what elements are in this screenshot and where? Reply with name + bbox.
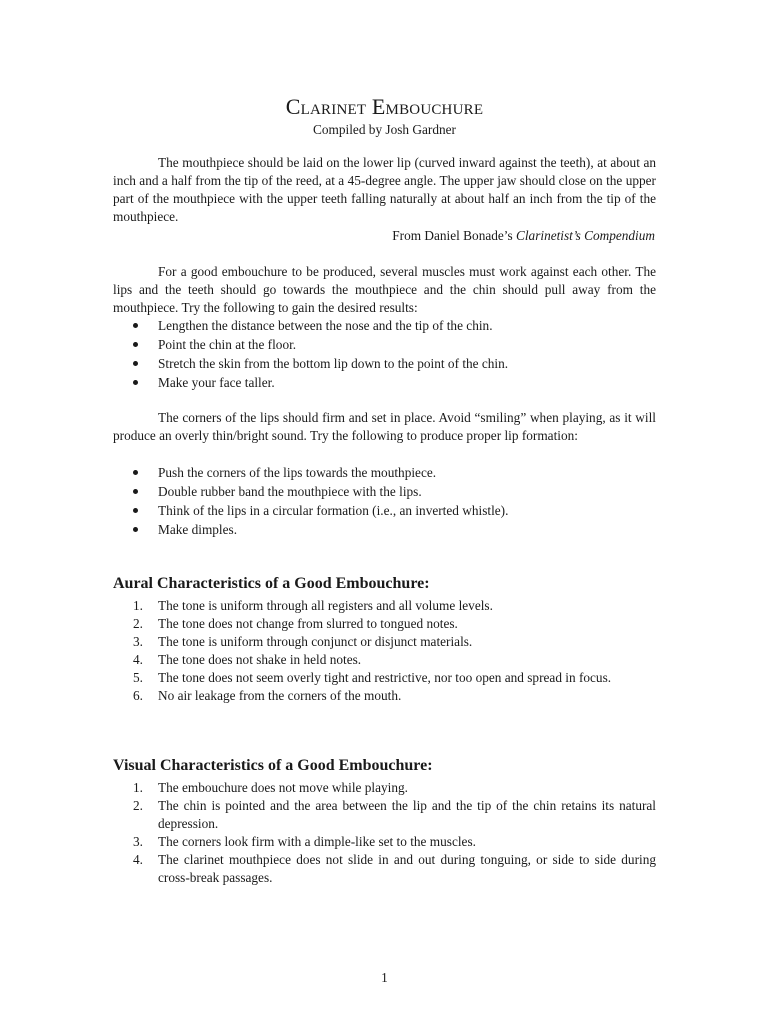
muscles-paragraph: For a good embouchure to be produced, several muscles must work against each other. The lips and the teeth should go towards the mouthpiece and the chin should pull away from the mouthpiece. Try the following to gain the desired results:: [113, 264, 656, 315]
bullet-item: [113, 316, 656, 335]
item-number: 4.: [133, 852, 143, 867]
numbered-item: [113, 615, 656, 633]
bullet-item: [113, 463, 656, 482]
document-title: Clarinet Embouchure: [285, 94, 484, 119]
item-number: 3.: [133, 834, 143, 849]
bullet-item: [113, 520, 656, 539]
item-number: 2.: [133, 798, 143, 813]
bullet-icon: [133, 380, 138, 385]
intro-paragraph: The mouthpiece should be laid on the lower lip (curved inward against the teeth), at about an inch and a half from the tip of the reed, at a 45-degree angle. The upper jaw should close on the upper part of the mouthpiece with the upper teeth falling naturally at about half an inch from the tip of the mouthpiece.: [113, 155, 656, 224]
numbered-item: [113, 851, 656, 887]
item-text: The embouchure does not move while playing.: [158, 780, 408, 795]
bullet-icon: [133, 361, 138, 366]
bullet-text: Make your face taller.: [158, 375, 275, 390]
attribution-prefix: From Daniel Bonade’s: [392, 228, 516, 243]
corners-paragraph: The corners of the lips should firm and set in place. Avoid “smiling” when playing, as it will produce an overly thin/bright sound. Try the following to produce proper lip formation:: [113, 410, 656, 443]
item-number: 1.: [133, 598, 143, 613]
item-text: The tone does not seem overly tight and restrictive, nor too open and spread in focus.: [158, 670, 612, 685]
bullet-item: [113, 373, 656, 392]
numbered-item: [113, 651, 656, 669]
bullet-item: [113, 501, 656, 520]
item-text: The tone does not change from slurred to tongued notes.: [158, 616, 458, 631]
bullet-icon: [133, 342, 138, 347]
item-text: The tone is uniform through all registers and all volume levels.: [158, 598, 493, 613]
item-number: 2.: [133, 616, 143, 631]
numbered-item: [113, 687, 656, 705]
item-text: The tone is uniform through conjunct or disjunct materials.: [158, 634, 473, 649]
numbered-item: [113, 669, 656, 687]
muscles-bullet-list: [113, 316, 656, 392]
item-number: 6.: [133, 688, 143, 703]
bullet-item: [113, 482, 656, 501]
aural-list: [113, 597, 656, 705]
attribution: [392, 227, 655, 245]
document-page: [113, 0, 656, 1024]
item-text: The corners look firm with a dimple-like set to the muscles.: [158, 834, 476, 849]
bullet-item: [113, 354, 656, 373]
bullet-text: Lengthen the distance between the nose and the tip of the chin.: [158, 318, 493, 333]
bullet-icon: [133, 489, 138, 494]
item-text: The clarinet mouthpiece does not slide in and out during tonguing, or side to side during cross-break passages.: [158, 852, 656, 885]
bullet-text: Make dimples.: [158, 522, 238, 537]
item-text: The tone does not shake in held notes.: [158, 652, 362, 667]
corners-bullet-list: [113, 463, 656, 539]
bullet-item: [113, 335, 656, 354]
item-number: 5.: [133, 670, 143, 685]
document-subtitle: Compiled by Josh Gardner: [313, 122, 456, 137]
bullet-text: Push the corners of the lips towards the mouthpiece.: [158, 465, 437, 480]
bullet-icon: [133, 508, 138, 513]
item-text: No air leakage from the corners of the mouth.: [158, 688, 402, 703]
bullet-text: Point the chin at the floor.: [158, 337, 297, 352]
bullet-icon: [133, 323, 138, 328]
bullet-icon: [133, 470, 138, 475]
item-number: 1.: [133, 780, 143, 795]
visual-heading: Visual Characteristics of a Good Embouchure:: [113, 757, 433, 774]
visual-list: [113, 779, 656, 887]
numbered-item: [113, 797, 656, 833]
attribution-source: Clarinetist’s Compendium: [515, 228, 655, 243]
numbered-item: [113, 779, 656, 797]
bullet-text: Think of the lips in a circular formation (i.e., an inverted whistle).: [158, 503, 509, 518]
bullet-text: Double rubber band the mouthpiece with the lips.: [158, 484, 422, 499]
numbered-item: [113, 633, 656, 651]
item-number: 4.: [133, 652, 143, 667]
numbered-item: [113, 597, 656, 615]
aural-heading: Aural Characteristics of a Good Embouchure:: [113, 575, 430, 592]
numbered-item: [113, 833, 656, 851]
bullet-text: Stretch the skin from the bottom lip down to the point of the chin.: [158, 356, 509, 371]
item-number: 3.: [133, 634, 143, 649]
item-text: The chin is pointed and the area between the lip and the tip of the chin retains its natural depression.: [158, 798, 656, 831]
bullet-icon: [133, 527, 138, 532]
page-number: 1: [381, 970, 388, 985]
